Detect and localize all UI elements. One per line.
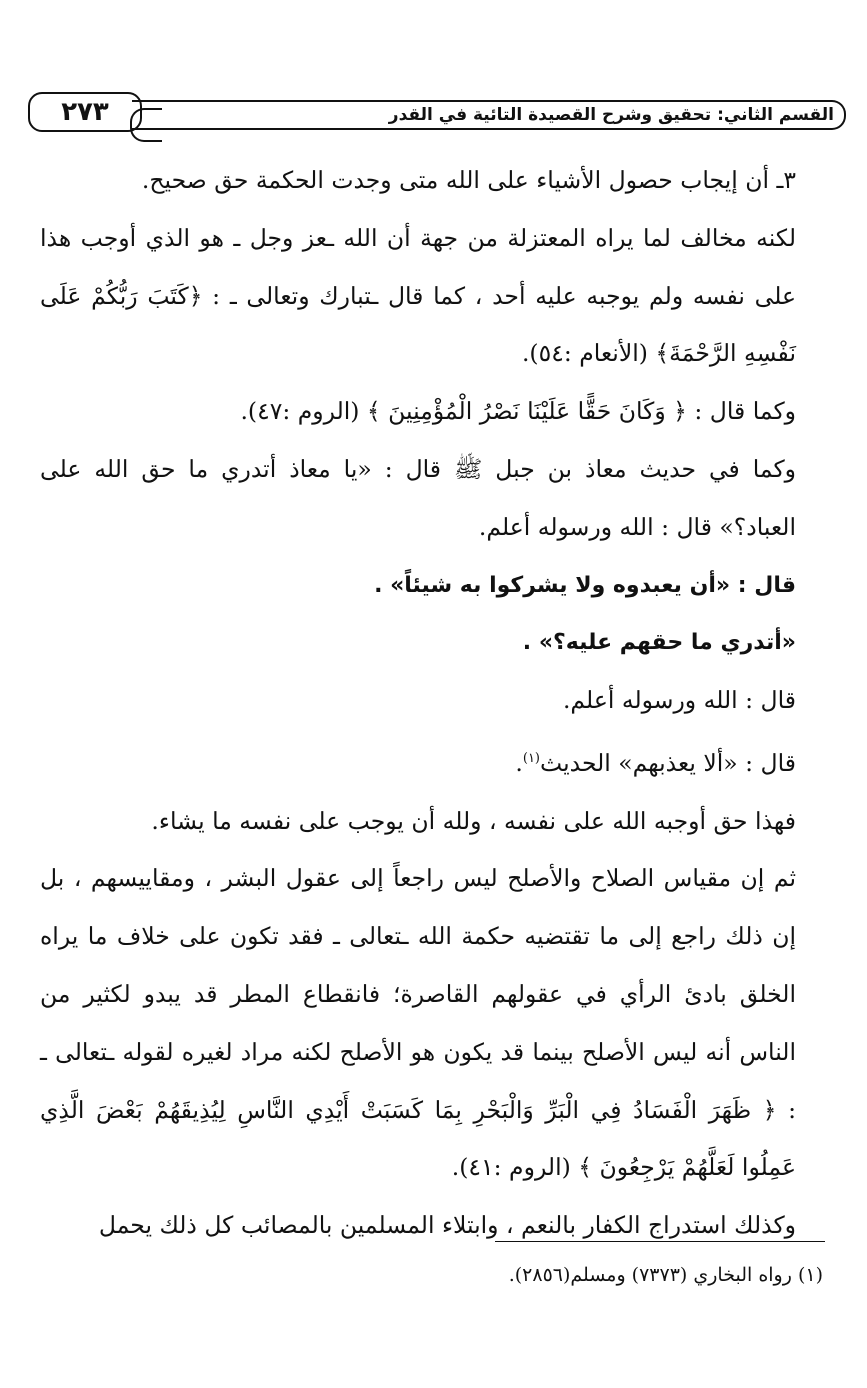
paragraph: فهذا حق أوجبه الله على نفسه ، ولله أن يوجب على نفسه ما يشاء. bbox=[151, 806, 796, 835]
paragraph: وكذلك استدراج الكفار بالنعم ، وابتلاء المسلمين بالمصائب كل ذلك يحمل bbox=[98, 1211, 796, 1240]
paragraph: قال : «أن يعبدوه ولا يشركوا به شيئاً» . bbox=[374, 572, 796, 598]
paragraph-text: قال : «ألا يعذبهم» الحديث bbox=[540, 748, 796, 777]
footnote-divider bbox=[495, 1241, 825, 1242]
paragraph: قال : الله ورسوله أعلم. bbox=[562, 686, 796, 715]
running-title: القسم الثاني: تحقيق وشرح القصيدة التائية في القدر bbox=[132, 100, 846, 130]
page-number: ٢٧٣ bbox=[28, 92, 142, 132]
paragraph: وكما في حديث معاذ بن جبل ﷺ قال : «يا معاذ أتدري ما حق الله على العباد؟» قال : الله ورسوله أعلم. bbox=[40, 454, 796, 541]
paragraph-with-note: قال : «ألا يعذبهم» الحديث$^{(١)}$. bbox=[515, 748, 796, 777]
footnote-marker: (١) bbox=[522, 750, 540, 766]
page-header bbox=[20, 86, 850, 138]
paragraph: «أتدري ما حقهم عليه؟» . bbox=[522, 630, 796, 656]
paragraph: ٣ـ أن إيجاب حصول الأشياء على الله متى وجدت الحكمة حق صحيح. bbox=[141, 166, 796, 194]
main-text bbox=[40, 152, 826, 1255]
paragraph: لكنه مخالف لما يراه المعتزلة من جهة أن الله ـعز وجل ـ هو الذي أوجب هذا على نفسه ولم يوجبه عليه أحد ، كما قال ـتبارك وتعالى ـ : ﴿كَتَبَ رَبُّكُمْ عَلَى نَفْسِهِ الرَّحْمَةَ﴾ (الأنعام :٥٤). bbox=[40, 223, 796, 368]
paragraph: ثم إن مقياس الصلاح والأصلح ليس راجعاً إلى عقول البشر ، ومقاييسهم ، بل إن ذلك راجع إلى ما تقتضيه حكمة الله ـتعالى ـ فقد تكون على خلاف ما يراه الخلق بادئ الرأي في عقولهم القاصرة؛ فانقطاع المطر قد يبدو لكثير من الناس أنه ليس الأصلح بينما قد يكون هو الأصلح لكنه مراد لغيره لقوله ـتعالى ـ : ﴿ ظَهَرَ الْفَسَادُ فِي الْبَرِّ وَالْبَحْرِ بِمَا كَسَبَتْ أَيْدِي النَّاسِ لِيُذِيقَهُمْ بَعْضَ الَّذِي عَمِلُوا لَعَلَّهُمْ يَرْجِعُونَ ﴾ (الروم :٤١). bbox=[40, 864, 796, 1182]
footnote: (١) رواه البخاري (٧٣٧٣) ومسلم(٢٨٥٦). bbox=[508, 1264, 823, 1286]
paragraph: وكما قال : ﴿ وَكَانَ حَقًّا عَلَيْنَا نَصْرُ الْمُؤْمِنِينَ ﴾ (الروم :٤٧). bbox=[240, 397, 796, 426]
